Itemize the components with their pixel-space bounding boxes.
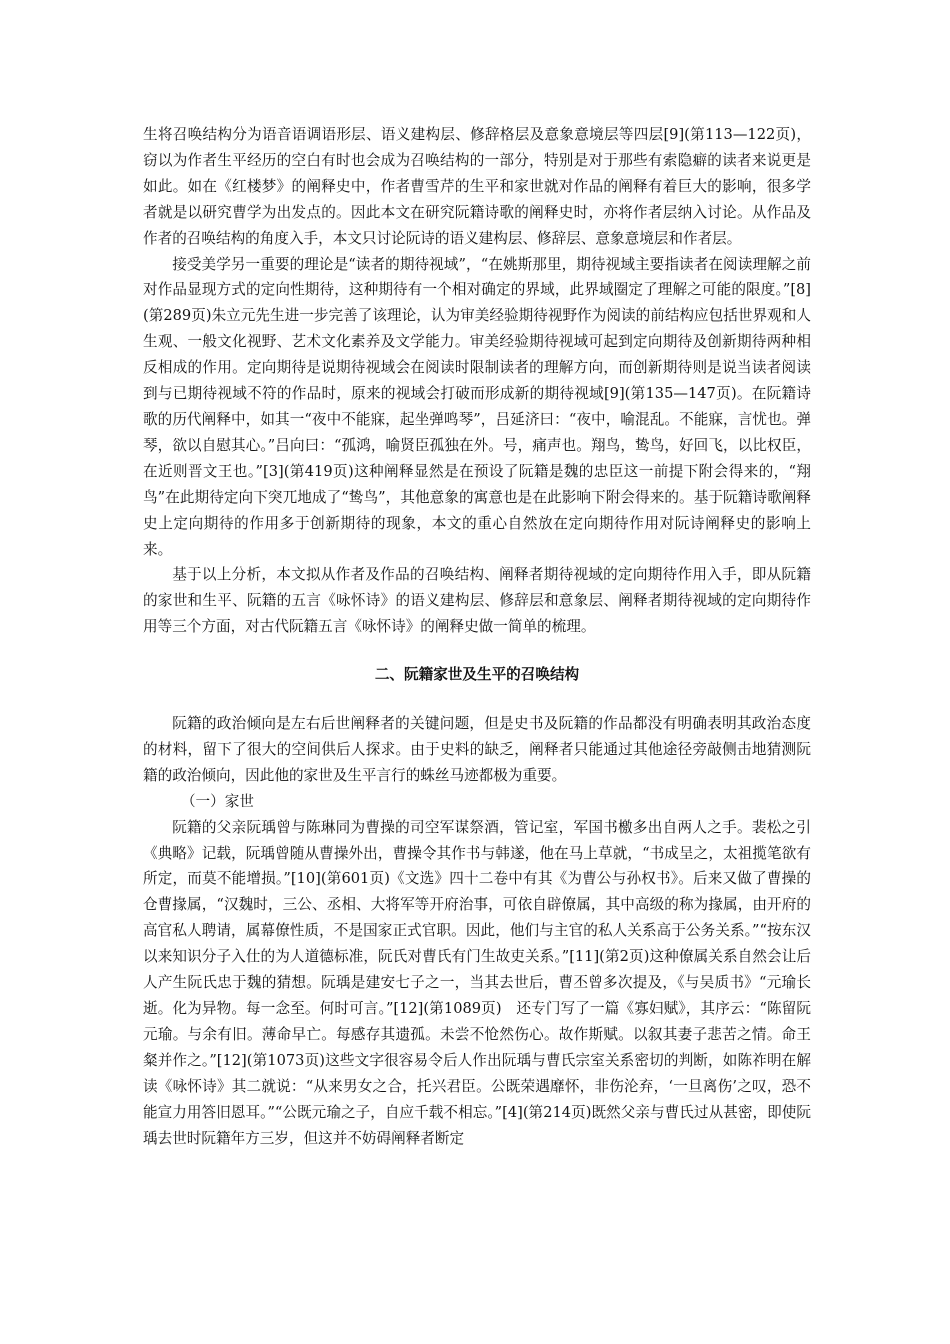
paragraph-family-background: 阮籍的父亲阮瑀曾与陈琳同为曹操的司空军谋祭酒，管记室，军国书檄多出自两人之手。裴松之引《典略》记载，阮瑀曾随从曹操外出，曹操令其作书与韩遂，他在马上草就，“书成呈之，太祖揽笔欲有所定，而莫不能增损。”[10](第601页)《文选》四十二卷中有其《为曹公与孙权书》。后来又做了曹操的仓曹掾属，“汉魏时，三公、丞相、大将军等开府治事，可依自辟僚属，其中高级的称为掾属，由开府的高官私人聘请，属幕僚性质，不是国家正式官职。因此，他们与主官的私人关系高于公务关系。”“按东汉以来知识分子入仕的为人道德标准，阮氏对曹氏有门生故吏关系。”[11](第2页)这种僚属关系自然会让后人产生阮氏忠于魏的猜想。阮瑀是建安七子之一，当其去世后，曹丕曾多次提及，《与吴质书》“元瑜长逝。化为异物。每一念至。何时可言。”[12](第1089页) 还专门写了一篇《寡妇赋》，其序云：“陈留阮元瑜。与余有旧。薄命早亡。每感存其遗孤。未尝不怆然伤心。故作斯赋。以叙其妻子悲苦之情。命王粲并作之。”[12](第1073页)这些文字很容易令后人作出阮瑀与曹氏宗室关系密切的判断，如陈祚明在解读《咏怀诗》其二就说：“从来男女之合，托兴君臣。公既荣遇靡怀，非伤沦弃，‘一旦离伤’之叹，恐不能宣力用答旧恩耳。”“公既元瑜之子，自应千载不相忘。”[4](第214页)既然父亲与曹氏过从甚密，即使阮瑀去世时阮籍年方三岁，但这并不妨碍阐释者断定 [143, 818, 811, 1147]
paragraph-political-stance: 阮籍的政治倾向是左右后世阐释者的关键问题，但是史书及阮籍的作品都没有明确表明其政治态度的材料，留下了很大的空间供后人探求。由于史料的缺乏，阐释者只能通过其他途径旁敲侧击地猜测阮籍的政治倾向，因此他的家世及生平言行的蛛丝马迹都极为重要。 [143, 715, 811, 784]
section-heading: 二、阮籍家世及生平的召唤结构 [374, 666, 580, 684]
paragraph-intro: 生将召唤结构分为语音语调语形层、语义建构层、修辞格层及意象意境层等四层[9](第113—122页)，窃以为作者生平经历的空白有时也会成为召唤结构的一部分，特别是对于那些有索隐癖的读者来说更是如此。如在《红楼梦》的阐释史中，作者曹雪芹的生平和家世就对作品的阐释有着巨大的影响，很多学者就是以研究曹学为出发点的。因此本文在研究阮籍诗歌的阐释史时，亦将作者层纳入讨论。从作品及作者的召唤结构的角度入手，本文只讨论阮诗的语义建构层、修辞层、意象意境层和作者层。 [143, 126, 811, 247]
paragraph-expectation-horizon: 接受美学另一重要的理论是“读者的期待视域”，“在姚斯那里，期待视域主要指读者在阅读理解之前对作品显现方式的定向性期待，这种期待有一个相对确定的界域，此界域圈定了理解之可能的限度。”[8](第289页)朱立元先生进一步完善了该理论，认为审美经验期待视野作为阅读的前结构应包括世界观和人生观、一般文化视野、艺术文化素养及文学能力。审美经验期待视域可起到定向期待及创新期待两种相反相成的作用。定向期待是说期待视域会在阅读时限制读者的理解方向，而创新期待则是说当读者阅读到与已期待视域不符的作品时，原来的视域会打破而形成新的期待视域[9](第135—147页)。在阮籍诗歌的历代阐释中，如其一“夜中不能寐，起坐弹鸣琴”，吕延济曰：“夜中，喻混乱。不能寐，言忧也。弹琴，欲以自慰其心。”吕向曰：“孤鸿，喻贤臣孤独在外。号，痛声也。翔鸟，鸷鸟，好回飞，以比权臣，在近则晋文王也。”[3](第419页)这种阐释显然是在预设了阮籍是魏的忠臣这一前提下附会得来的，“翔鸟”在此期待定向下突兀地成了“鸷鸟”，其他意象的寓意也是在此影响下附会得来的。基于阮籍诗歌阐释史上定向期待的作用多于创新期待的现象，本文的重心自然放在定向期待作用对阮诗阐释史的影响上来。 [143, 255, 811, 558]
paragraph-method: 基于以上分析，本文拟从作者及作品的召唤结构、阐释者期待视域的定向期待作用入手，即从阮籍的家世和生平、阮籍的五言《咏怀诗》的语义建构层、修辞层和意象层、阐释者期待视域的定向期待作用等三个方面，对古代阮籍五言《咏怀诗》的阐释史做一简单的梳理。 [143, 566, 811, 636]
paper-page [143, 122, 811, 1151]
subsection-heading: （一）家世 [180, 792, 254, 810]
